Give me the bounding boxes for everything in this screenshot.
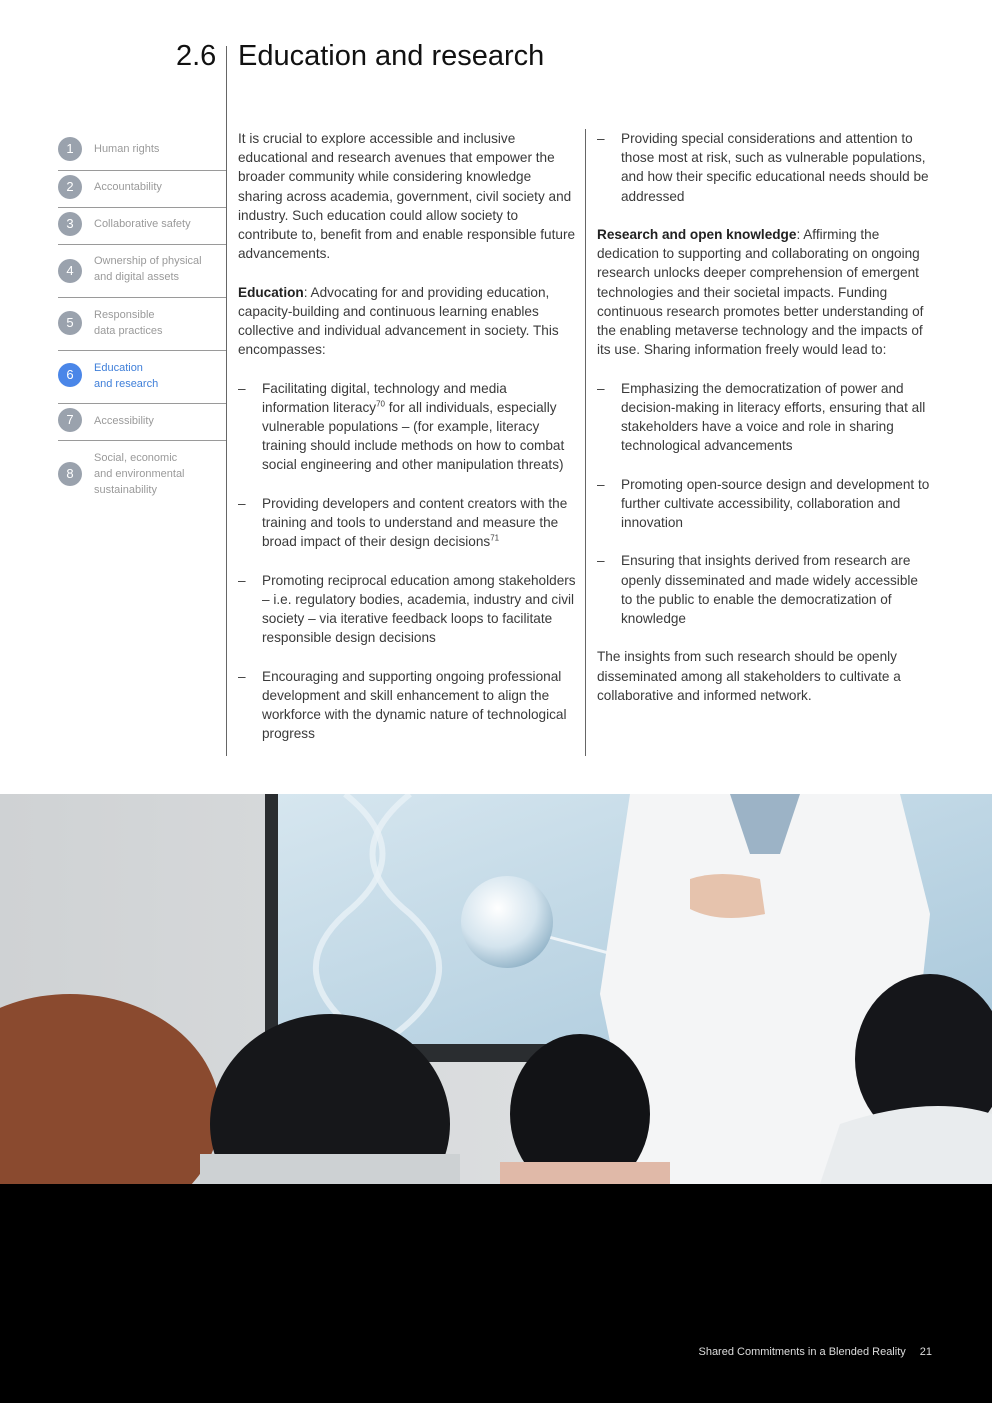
column-right (597, 129, 930, 724)
column-divider (585, 129, 586, 756)
list-item: – Emphasizing the democratization of power and decision-making in literacy efforts, ensuring that all stakeholders have a voice and role in sharing technological advancements (597, 379, 930, 456)
education-text: : Advocating for and providing education, capacity-building and continuous learning enables collective and individual advancement in society. This encompasses: (238, 284, 559, 358)
nav-label: Accessibility (94, 415, 154, 427)
list-item: – Providing developers and content creators with the training and tools to understand and measure the broad impact of their design decisions$^{71}$ (238, 494, 576, 552)
nav-number: 1 (58, 137, 82, 161)
education-paragraph (238, 283, 576, 360)
page-footer (684, 1346, 932, 1358)
nav-label: Collaborative safety (94, 218, 191, 230)
research-paragraph (597, 225, 930, 359)
nav-label: Social, economic and environmental sustainability (94, 452, 185, 496)
nav-item-responsible-data[interactable] (58, 298, 226, 351)
nav-number: 3 (58, 212, 82, 236)
education-list (238, 379, 576, 744)
nav-number: 7 (58, 408, 82, 432)
research-text: : Affirming the dedication to supporting and collaborating on ongoing research unlocks deeper comprehension of emergent technologies and their societal impacts. Funding continuous research promotes better understanding of the enabling metaverse technology and the impacts of its use. Sharing information freely would lead to: (597, 227, 924, 358)
footer-doc-title: Shared Commitments in a Blended Reality (698, 1346, 906, 1358)
list-item: – Promoting reciprocal education among stakeholders – i.e. regulatory bodies, academia, industry and civil society – via iterative feedback loops to facilitate responsible design decisions (238, 571, 576, 648)
section-nav (58, 134, 226, 503)
nav-label: Ownership of physical and digital assets (94, 255, 202, 283)
nav-item-accessibility[interactable] (58, 404, 226, 441)
list-item: – Providing special considerations and attention to those most at risk, such as vulnerable populations, and how their specific educational needs should be addressed (597, 129, 930, 206)
column-left (238, 129, 576, 763)
page-title: Education and research (238, 40, 545, 72)
nav-label: Accountability (94, 181, 162, 193)
intro-paragraph: It is crucial to explore accessible and inclusive educational and research avenues that empower the broader community while considering knowledge sharing across academia, government, civil society and industry. Such education could allow society to contribute to, benefit from and enable responsible future advancements. (238, 131, 576, 262)
section-number: 2.6 (176, 40, 217, 72)
list-item: – Promoting open-source design and development to further cultivate accessibility, collaboration and innovation (597, 475, 930, 533)
nav-label: Responsible data practices (94, 309, 163, 337)
nav-item-collaborative-safety[interactable] (58, 208, 226, 245)
research-list (597, 379, 930, 629)
nav-item-accountability[interactable] (58, 171, 226, 208)
nav-number: 4 (58, 259, 82, 283)
footnote-ref[interactable]: 70 (376, 399, 385, 409)
research-heading: Research and open knowledge (597, 227, 797, 242)
education-heading: Education (238, 284, 304, 300)
list-item: – Facilitating digital, technology and media information literacy$^{70}$ for all individuals, especially vulnerable populations – (for example, literacy training should include methods on how to combat social engineering and other manipulation threats) (238, 379, 576, 475)
nav-number: 5 (58, 311, 82, 335)
footnote-ref[interactable]: 71 (490, 533, 500, 543)
page-number: 21 (919, 1346, 932, 1358)
nav-item-human-rights[interactable] (58, 134, 226, 171)
nav-item-education-research[interactable] (58, 351, 226, 404)
nav-item-ownership[interactable] (58, 245, 226, 298)
nav-number: 8 (58, 462, 82, 486)
classroom-photo (0, 794, 992, 1184)
title-divider (226, 46, 227, 756)
nav-label: Human rights (94, 143, 160, 155)
nav-item-sustainability[interactable] (58, 441, 226, 503)
list-item: – Ensuring that insights derived from research are openly disseminated and made widely accessible to the public to enable the democratization of knowledge (597, 551, 930, 628)
nav-number: 2 (58, 175, 82, 199)
list-item: – Encouraging and supporting ongoing professional development and skill enhancement to align the workforce with the dynamic nature of technological progress (238, 667, 576, 744)
education-list-continued (597, 129, 930, 206)
outro-paragraph: The insights from such research should be openly disseminated among all stakeholders to cultivate a collaborative and informed network. (597, 649, 901, 703)
footer-band (0, 1184, 992, 1403)
nav-label: Education and research (94, 362, 159, 390)
nav-number: 6 (58, 363, 82, 387)
